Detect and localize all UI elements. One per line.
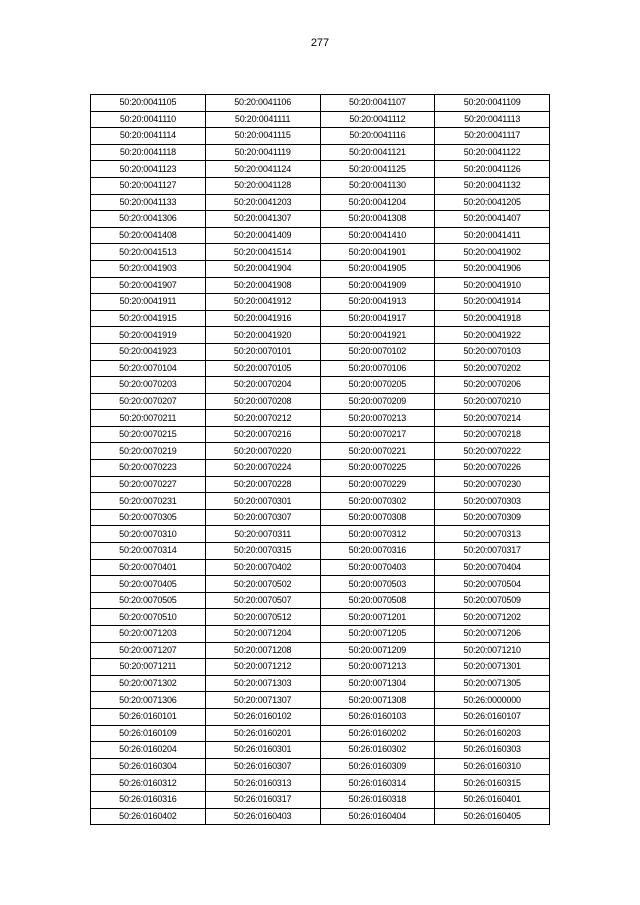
table-row	[91, 111, 550, 128]
table-cell: 50:20:0070219	[91, 443, 206, 460]
table-cell: 50:20:0071304	[320, 675, 435, 692]
table-cell: 50:20:0041132	[435, 177, 550, 194]
table-cell: 50:20:0070504	[435, 576, 550, 593]
table-cell: 50:20:0041906	[435, 260, 550, 277]
table-row	[91, 543, 550, 560]
table-cell: 50:20:0070218	[435, 426, 550, 443]
table-cell: 50:20:0041306	[91, 211, 206, 228]
table-cell: 50:20:0070105	[205, 360, 320, 377]
table-cell: 50:26:0160314	[320, 775, 435, 792]
table-cell: 50:20:0070507	[205, 592, 320, 609]
table-cell: 50:20:0070401	[91, 559, 206, 576]
table-cell: 50:20:0070316	[320, 543, 435, 560]
table-cell: 50:20:0041204	[320, 194, 435, 211]
table-cell: 50:20:0041109	[435, 95, 550, 112]
table-cell: 50:26:0160109	[91, 725, 206, 742]
table-cell: 50:20:0071212	[205, 659, 320, 676]
table-cell: 50:20:0070223	[91, 460, 206, 477]
table-cell: 50:20:0070308	[320, 509, 435, 526]
table-cell: 50:20:0070207	[91, 393, 206, 410]
table-cell: 50:20:0071211	[91, 659, 206, 676]
table-cell: 50:20:0070101	[205, 343, 320, 360]
table-cell: 50:20:0071201	[320, 609, 435, 626]
table-cell: 50:26:0160201	[205, 725, 320, 742]
table-cell: 50:20:0070404	[435, 559, 550, 576]
table-cell: 50:20:0070208	[205, 393, 320, 410]
table-cell: 50:20:0070402	[205, 559, 320, 576]
table-cell: 50:20:0041105	[91, 95, 206, 112]
table-row	[91, 742, 550, 759]
table-cell: 50:20:0070212	[205, 410, 320, 427]
table-cell: 50:20:0070503	[320, 576, 435, 593]
table-cell: 50:26:0160313	[205, 775, 320, 792]
table-cell: 50:20:0041905	[320, 260, 435, 277]
table-cell: 50:26:0160315	[435, 775, 550, 792]
table-cell: 50:20:0070313	[435, 526, 550, 543]
table-cell: 50:20:0070231	[91, 493, 206, 510]
table-row	[91, 775, 550, 792]
table-cell: 50:26:0160301	[205, 742, 320, 759]
table-cell: 50:20:0070215	[91, 426, 206, 443]
table-cell: 50:20:0070203	[91, 377, 206, 394]
table-cell: 50:20:0070317	[435, 543, 550, 560]
table-row	[91, 343, 550, 360]
table-cell: 50:20:0071204	[205, 626, 320, 643]
table-cell: 50:20:0070229	[320, 476, 435, 493]
table-cell: 50:26:0160402	[91, 808, 206, 825]
table-cell: 50:20:0041514	[205, 244, 320, 261]
table-cell: 50:20:0070510	[91, 609, 206, 626]
table-cell: 50:20:0070209	[320, 393, 435, 410]
table-cell: 50:20:0041111	[205, 111, 320, 128]
table-cell: 50:20:0070403	[320, 559, 435, 576]
table-row	[91, 443, 550, 460]
table-row	[91, 277, 550, 294]
table-cell: 50:20:0071301	[435, 659, 550, 676]
table-cell: 50:20:0041115	[205, 128, 320, 145]
table-cell: 50:20:0041205	[435, 194, 550, 211]
table-cell: 50:20:0041110	[91, 111, 206, 128]
table-cell: 50:26:0160404	[320, 808, 435, 825]
table-cell: 50:20:0041901	[320, 244, 435, 261]
table-cell: 50:26:0160204	[91, 742, 206, 759]
table-row	[91, 128, 550, 145]
table-row	[91, 725, 550, 742]
table-cell: 50:26:0160317	[205, 791, 320, 808]
table-row	[91, 144, 550, 161]
table-cell: 50:20:0071208	[205, 642, 320, 659]
table-cell: 50:26:0160405	[435, 808, 550, 825]
table-cell: 50:20:0041915	[91, 310, 206, 327]
table-cell: 50:20:0041907	[91, 277, 206, 294]
table-row	[91, 576, 550, 593]
table-cell: 50:20:0070102	[320, 343, 435, 360]
table-cell: 50:20:0070502	[205, 576, 320, 593]
table-cell: 50:20:0041122	[435, 144, 550, 161]
table-cell: 50:20:0041902	[435, 244, 550, 261]
table-cell: 50:26:0160101	[91, 708, 206, 725]
table-row	[91, 244, 550, 261]
table-row	[91, 791, 550, 808]
table-cell: 50:20:0071207	[91, 642, 206, 659]
table-cell: 50:20:0041912	[205, 294, 320, 311]
table-cell: 50:20:0070222	[435, 443, 550, 460]
table-cell: 50:26:0160310	[435, 758, 550, 775]
table-cell: 50:20:0041203	[205, 194, 320, 211]
table-row	[91, 177, 550, 194]
table-cell: 50:20:0070104	[91, 360, 206, 377]
table-cell: 50:20:0041133	[91, 194, 206, 211]
table-row	[91, 95, 550, 112]
table-cell: 50:20:0070505	[91, 592, 206, 609]
table-cell: 50:20:0041910	[435, 277, 550, 294]
table-cell: 50:20:0041917	[320, 310, 435, 327]
table-cell: 50:20:0070512	[205, 609, 320, 626]
table-cell: 50:20:0070221	[320, 443, 435, 460]
table-cell: 50:20:0041118	[91, 144, 206, 161]
table-cell: 50:20:0070216	[205, 426, 320, 443]
table-cell: 50:26:0160316	[91, 791, 206, 808]
table-cell: 50:20:0070106	[320, 360, 435, 377]
table-row	[91, 476, 550, 493]
table-cell: 50:20:0041921	[320, 327, 435, 344]
table-row	[91, 227, 550, 244]
table-cell: 50:20:0070204	[205, 377, 320, 394]
table-cell: 50:26:0160312	[91, 775, 206, 792]
table-row	[91, 410, 550, 427]
table-cell: 50:20:0041410	[320, 227, 435, 244]
table-cell: 50:20:0041922	[435, 327, 550, 344]
table-cell: 50:20:0041308	[320, 211, 435, 228]
table-cell: 50:20:0041914	[435, 294, 550, 311]
table-row	[91, 460, 550, 477]
table-cell: 50:20:0070226	[435, 460, 550, 477]
table-row	[91, 659, 550, 676]
table-cell: 50:20:0041911	[91, 294, 206, 311]
table-body	[91, 95, 550, 825]
table-cell: 50:20:0041113	[435, 111, 550, 128]
table-row	[91, 675, 550, 692]
table-cell: 50:20:0070302	[320, 493, 435, 510]
table-cell: 50:20:0071306	[91, 692, 206, 709]
table-cell: 50:20:0071307	[205, 692, 320, 709]
table-cell: 50:20:0071205	[320, 626, 435, 643]
table-cell: 50:20:0070213	[320, 410, 435, 427]
table-cell: 50:20:0041127	[91, 177, 206, 194]
table-cell: 50:26:0160304	[91, 758, 206, 775]
table-cell: 50:26:0160102	[205, 708, 320, 725]
table-cell: 50:26:0160302	[320, 742, 435, 759]
table-cell: 50:20:0041411	[435, 227, 550, 244]
table-cell: 50:20:0041126	[435, 161, 550, 178]
table-cell: 50:26:0160107	[435, 708, 550, 725]
table-cell: 50:20:0041114	[91, 128, 206, 145]
table-cell: 50:20:0041919	[91, 327, 206, 344]
table-cell: 50:20:0041112	[320, 111, 435, 128]
table-cell: 50:20:0071209	[320, 642, 435, 659]
table-row	[91, 642, 550, 659]
table-row	[91, 310, 550, 327]
table-cell: 50:20:0070312	[320, 526, 435, 543]
table-cell: 50:20:0041119	[205, 144, 320, 161]
table-cell: 50:20:0041913	[320, 294, 435, 311]
table-cell: 50:20:0070211	[91, 410, 206, 427]
table-cell: 50:20:0070214	[435, 410, 550, 427]
cadastral-number-table	[90, 94, 550, 825]
table-cell: 50:20:0041908	[205, 277, 320, 294]
table-cell: 50:20:0041909	[320, 277, 435, 294]
table-row	[91, 708, 550, 725]
table-cell: 50:20:0041128	[205, 177, 320, 194]
table-cell: 50:26:0160307	[205, 758, 320, 775]
table-row	[91, 161, 550, 178]
table-row	[91, 493, 550, 510]
table-cell: 50:26:0160103	[320, 708, 435, 725]
table-cell: 50:20:0070220	[205, 443, 320, 460]
table-cell: 50:20:0070202	[435, 360, 550, 377]
table-cell: 50:20:0070509	[435, 592, 550, 609]
table-cell: 50:20:0070217	[320, 426, 435, 443]
table-cell: 50:20:0070205	[320, 377, 435, 394]
table-cell: 50:20:0070303	[435, 493, 550, 510]
table-cell: 50:20:0070224	[205, 460, 320, 477]
table-row	[91, 692, 550, 709]
table-row	[91, 559, 550, 576]
table-cell: 50:26:0160403	[205, 808, 320, 825]
table-row	[91, 592, 550, 609]
table-cell: 50:20:0041123	[91, 161, 206, 178]
table-cell: 50:20:0041513	[91, 244, 206, 261]
table-cell: 50:20:0071305	[435, 675, 550, 692]
table-cell: 50:20:0070225	[320, 460, 435, 477]
table-cell: 50:20:0070228	[205, 476, 320, 493]
table-cell: 50:20:0070314	[91, 543, 206, 560]
table-cell: 50:20:0041121	[320, 144, 435, 161]
table-cell: 50:26:0160309	[320, 758, 435, 775]
table-cell: 50:20:0041116	[320, 128, 435, 145]
table-cell: 50:20:0071206	[435, 626, 550, 643]
table-cell: 50:26:0160401	[435, 791, 550, 808]
table-row	[91, 377, 550, 394]
table-cell: 50:20:0041918	[435, 310, 550, 327]
table-cell: 50:20:0070210	[435, 393, 550, 410]
table-cell: 50:20:0041923	[91, 343, 206, 360]
table-cell: 50:20:0041106	[205, 95, 320, 112]
table-cell: 50:20:0041107	[320, 95, 435, 112]
table-cell: 50:20:0070307	[205, 509, 320, 526]
page-number: 277	[310, 37, 330, 49]
table-cell: 50:20:0041903	[91, 260, 206, 277]
table-cell: 50:26:0160318	[320, 791, 435, 808]
table-cell: 50:20:0070315	[205, 543, 320, 560]
table-row	[91, 808, 550, 825]
table-row	[91, 426, 550, 443]
table-cell: 50:20:0071303	[205, 675, 320, 692]
table-cell: 50:20:0041904	[205, 260, 320, 277]
table-cell: 50:20:0071202	[435, 609, 550, 626]
table-cell: 50:20:0070405	[91, 576, 206, 593]
table-cell: 50:20:0070311	[205, 526, 320, 543]
table-row	[91, 294, 550, 311]
table-cell: 50:20:0041407	[435, 211, 550, 228]
table-cell: 50:20:0070310	[91, 526, 206, 543]
table-cell: 50:20:0070206	[435, 377, 550, 394]
table-row	[91, 260, 550, 277]
table-cell: 50:20:0071210	[435, 642, 550, 659]
table-row	[91, 609, 550, 626]
table-cell: 50:20:0041307	[205, 211, 320, 228]
table-cell: 50:20:0070227	[91, 476, 206, 493]
table-cell: 50:20:0041125	[320, 161, 435, 178]
table-cell: 50:20:0041920	[205, 327, 320, 344]
table-row	[91, 526, 550, 543]
table-cell: 50:20:0071302	[91, 675, 206, 692]
table-cell: 50:20:0041409	[205, 227, 320, 244]
table-cell: 50:20:0070305	[91, 509, 206, 526]
table-cell: 50:20:0041408	[91, 227, 206, 244]
table-row	[91, 327, 550, 344]
table-cell: 50:20:0070508	[320, 592, 435, 609]
table-row	[91, 194, 550, 211]
table-cell: 50:20:0041117	[435, 128, 550, 145]
table-row	[91, 626, 550, 643]
table-cell: 50:20:0071213	[320, 659, 435, 676]
table-row	[91, 758, 550, 775]
table-cell: 50:20:0070230	[435, 476, 550, 493]
table-row	[91, 509, 550, 526]
table-cell: 50:26:0160202	[320, 725, 435, 742]
table-cell: 50:26:0160303	[435, 742, 550, 759]
table-cell: 50:20:0070103	[435, 343, 550, 360]
table-cell: 50:20:0041130	[320, 177, 435, 194]
table-cell: 50:20:0041124	[205, 161, 320, 178]
table-row	[91, 211, 550, 228]
table-cell: 50:20:0070309	[435, 509, 550, 526]
table-cell: 50:20:0041916	[205, 310, 320, 327]
table-cell: 50:26:0160203	[435, 725, 550, 742]
table-row	[91, 393, 550, 410]
table-cell: 50:20:0071308	[320, 692, 435, 709]
table-cell: 50:20:0070301	[205, 493, 320, 510]
table-row	[91, 360, 550, 377]
table-cell: 50:26:0000000	[435, 692, 550, 709]
table-cell: 50:20:0071203	[91, 626, 206, 643]
